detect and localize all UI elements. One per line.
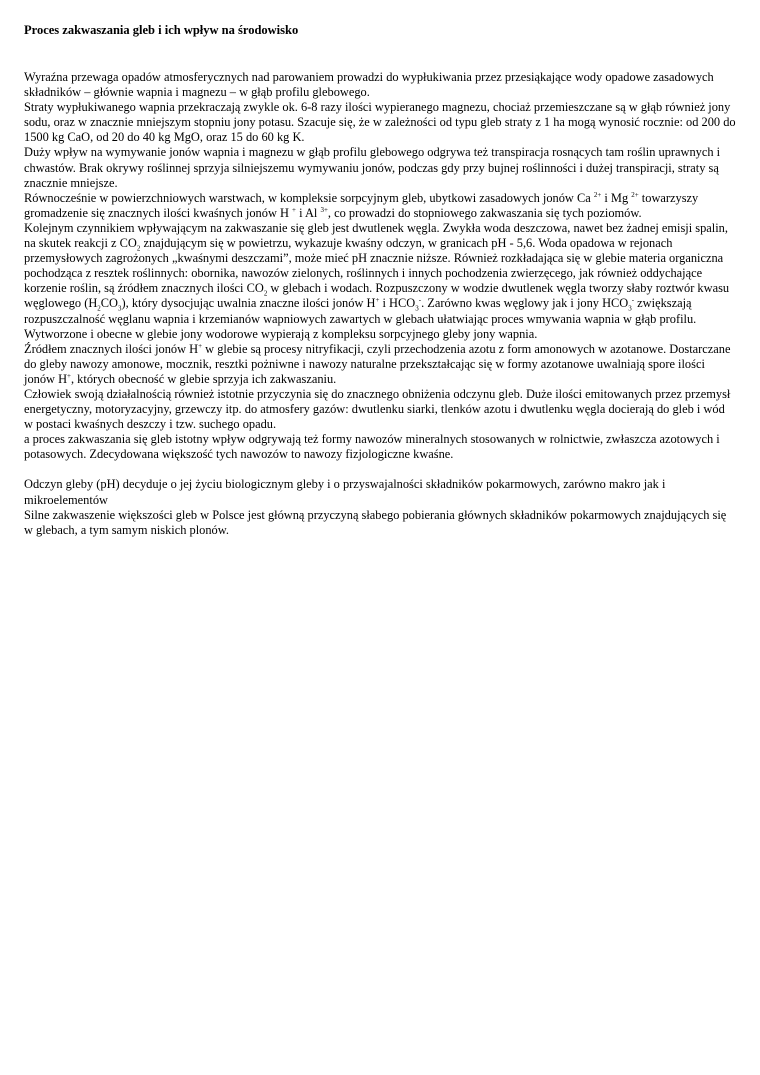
subscript: 2	[97, 304, 101, 313]
text-run: Źródłem znacznych ilości jonów H	[24, 341, 199, 356]
text-run: ), który dysocjując uwalnia znaczne ilości jonów H	[121, 296, 376, 311]
text-run: i Mg	[601, 190, 632, 205]
superscript: -	[418, 296, 422, 305]
paragraph	[24, 387, 736, 432]
text-run: znajdującym się w powietrzu, wykazuje kwaśny odczyn, w granicach pH - 5,6. Woda opadowa w rejonach przemysłowych zagrożonych „kwaśnymi deszczami”, może mieć pH znacznie niższe. Również rozkładająca się w glebie materia organiczna pochodząca z resztek roślinnych: obornika, nawozów zielonych, roślinnych i innych pochodzenia zwierzęcego, jak również oddychające korzenie roślin, są źródłem znacznych ilości CO	[24, 236, 724, 296]
superscript: +	[67, 371, 71, 380]
superscript: +	[375, 296, 380, 305]
text-run: Wyraźna przewaga opadów atmosferycznych nad parowaniem prowadzi do wypłukiwania przez przesiąkające wody opadowe zasadowych składników – głównie wapnia i magnezu – w głąb profilu glebowego.	[24, 70, 714, 100]
subscript: 3	[118, 304, 122, 313]
superscript: +	[292, 205, 296, 214]
text-run: zwiększają rozpuszczalność węglanu wapnia i krzemianów wapniowych zawartych w glebach ułatwiając proces wmywania wapnia w głąb profilu. Wytworzone i obecne w glebie jony wodorowe wypierają z kompleksu sorpcyjnego gleby jony wapnia.	[24, 296, 697, 341]
paragraph	[24, 432, 736, 462]
superscript: 3+	[320, 205, 328, 214]
subscript: 3	[415, 304, 419, 313]
paragraph	[24, 70, 736, 100]
document-page	[24, 22, 736, 538]
text-run: w glebach i wodach. Rozpuszczony w wodzie dwutlenek węgla tworzy słaby roztwór kwasu węglowego (H	[24, 281, 730, 311]
subscript: 2	[263, 289, 268, 298]
text-run: w glebie są procesy nitryfikacji, czyli przechodzenia azotu z form amonowych w azotanowe. Dostarczane do gleby nawozy amonowe, mocznik, resztki pożniwne i nawozy naturalne przekształcając się w formy azotanowe uwalniają spore ilości jonów H	[24, 341, 731, 386]
paragraph	[24, 221, 736, 342]
paragraph	[24, 191, 736, 221]
text-run: i Al	[296, 205, 321, 220]
text-run: , których obecność w glebie sprzyja ich zakwaszaniu.	[70, 371, 337, 386]
text-run: . Zarówno kwas węglowy jak i jony HCO	[421, 296, 629, 311]
paragraph	[24, 477, 736, 507]
text-run: , co prowadzi do stopniowego zakwaszania się tych poziomów.	[327, 205, 642, 220]
text-run: Silne zakwaszenie większości gleb w Polsce jest główną przyczyną słabego pobierania głównych składników pokarmowych znajdujących się w glebach, a tym samym niskich plonów.	[24, 507, 727, 537]
superscript: +	[198, 341, 203, 350]
paragraph-spacer	[24, 462, 736, 477]
document-title: Proces zakwaszania gleb i ich wpływ na środowisko	[24, 23, 299, 37]
subscript: 2	[136, 244, 141, 253]
paragraph	[24, 342, 736, 387]
text-run: Duży wpływ na wymywanie jonów wapnia i magnezu w głąb profilu glebowego odgrywa też transpiracja rosnących tam roślin uprawnych i chwastów. Brak okrywy roślinnej sprzyja silniejszemu wymywaniu jonów, podczas gdy przy bujnej roślinności i dużej transpiracji, straty są znacznie mniejsze.	[24, 145, 721, 190]
text-run: Straty wypłukiwanego wapnia przekraczają zwykle ok. 6-8 razy ilości wypieranego magnezu, chociaż przemieszczane są w głąb również jony sodu, oraz w znacznie mniejszym stopniu jony potasu. Szacuje się, że w zależności od typu gleb straty z 1 ha mogą wynosić rocznie: od 200 do 1500 kg CaO, od 20 do 40 kg MgO, oraz 15 do 60 kg K.	[24, 100, 736, 145]
text-run: Człowiek swoją działalnością również istotnie przyczynia się do znacznego obniżenia odczynu gleb. Duże ilości emitowanych przez przemysł energetyczny, motoryzacyjny, grzewczy itp. do atmosfery gazów: dwutlenku siarki, tlenków azotu i dwutlenku węgla docierają do gleb i wód w postaci kwaśnych deszczy i tzw. suchego opadu.	[24, 386, 731, 432]
subscript: 3	[628, 304, 632, 313]
text-run: CO	[100, 296, 119, 311]
paragraph	[24, 508, 736, 538]
superscript: 2+	[631, 190, 639, 199]
superscript: 2+	[593, 190, 602, 199]
text-run: Kolejnym czynnikiem wpływającym na zakwaszanie się gleb jest dwutlenek węgla. Zwykła woda deszczowa, nawet bez żadnej emisji spalin, na skutek reakcji z CO	[24, 220, 728, 251]
text-run: i HCO	[379, 296, 416, 311]
document-body	[24, 70, 736, 538]
paragraph	[24, 100, 736, 145]
text-run: Równocześnie w powierzchniowych warstwach, w kompleksie sorpcyjnym gleb, ubytkowi zasadowych jonów Ca	[24, 190, 594, 205]
text-run: Odczyn gleby (pH) decyduje o jej życiu biologicznym gleby i o przyswajalności składników pokarmowych, zarówno makro jak i mikroelementów	[24, 477, 666, 507]
superscript: -	[631, 296, 635, 305]
text-run: towarzyszy gromadzenie się znacznych ilości kwaśnych jonów H	[24, 190, 699, 220]
paragraph	[24, 145, 736, 190]
text-run: a proces zakwaszania się gleb istotny wpływ odgrywają też formy nawozów mineralnych stosowanych w rolnictwie, zwłaszcza azotowych i potasowych. Zdecydowana większość tych nawozów to nawozy fizjologiczne kwaśne.	[24, 432, 720, 462]
